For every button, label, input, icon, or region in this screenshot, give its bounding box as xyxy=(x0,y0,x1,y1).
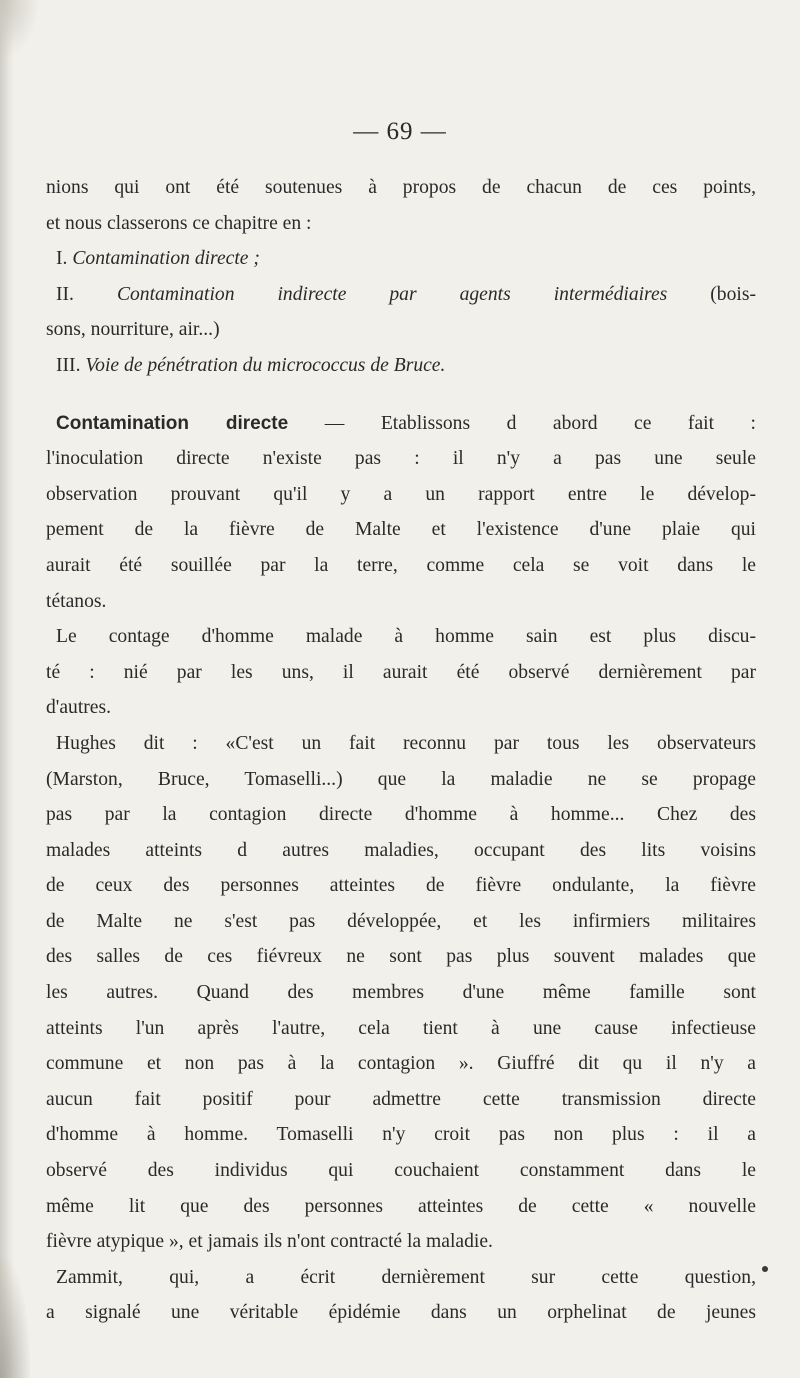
paragraph-line: (Marston, Bruce, Tomaselli...) que la maladie ne se propage xyxy=(46,768,756,790)
paragraph-line: Zammit, qui, a écrit dernièrement sur cette question, xyxy=(56,1266,756,1288)
outline-text: Contamination directe ; xyxy=(72,248,260,270)
section-heading-rest: — Etablissons d abord ce fait : xyxy=(288,412,756,434)
intro-line-1: nions qui ont été soutenues à propos de chacun de ces points, xyxy=(46,177,756,198)
paragraph-line: commune et non pas à la contagion ». Giuffré dit qu il n'y a xyxy=(46,1053,756,1075)
paragraph-line: malades atteints d autres maladies, occupant des lits voisins xyxy=(46,839,756,861)
paragraph-line: même lit que des personnes atteintes de cette « nouvelle xyxy=(46,1195,756,1217)
outline-item-1 xyxy=(46,241,756,277)
paragraph-line: aucun fait positif pour admettre cette transmission directe xyxy=(46,1088,756,1110)
paragraph-line: observation prouvant qu'il y a un rapport entre le dévelop- xyxy=(46,483,756,505)
paragraph-line: de Malte ne s'est pas développée, et les infirmiers militaires xyxy=(46,910,756,932)
page-edge-shadow xyxy=(0,0,14,1378)
paragraph-line: aurait été souillée par la terre, comme cela se voit dans le xyxy=(46,554,756,576)
outline-numeral: I. xyxy=(56,248,68,270)
outline-numeral: II. xyxy=(56,283,74,305)
paragraph-line: tétanos. xyxy=(46,590,107,612)
section-heading: Contamination directe xyxy=(56,412,289,434)
outline-text: Voie de pénétration du micrococcus de Bruce. xyxy=(85,354,446,376)
paragraph-line: Le contage d'homme malade à homme sain est plus discu- xyxy=(56,626,756,648)
intro-line-2: et nous classerons ce chapitre en : xyxy=(46,212,312,234)
outline-text: Contamination indirecte par agents intermédiaires xyxy=(116,283,668,305)
paragraph-line: l'inoculation directe n'existe pas : il n'y a pas une seule xyxy=(46,448,756,470)
paragraph-line: pas par la contagion directe d'homme à homme... Chez des xyxy=(46,804,756,826)
page-number: — 69 — xyxy=(353,118,447,145)
paragraph-line: de ceux des personnes atteintes de fièvre ondulante, la fièvre xyxy=(46,875,756,897)
section-heading-line xyxy=(46,406,756,442)
page-corner-stain xyxy=(0,0,40,60)
outline-extra: (bois- xyxy=(667,283,756,305)
paragraph-line: d'autres. xyxy=(46,697,112,719)
outline-item-2 xyxy=(46,277,756,313)
outline-numeral: III. xyxy=(56,354,81,376)
paragraph-line: des salles de ces fiévreux ne sont pas plus souvent malades que xyxy=(46,946,756,968)
paragraph-line: atteints l'un après l'autre, cela tient à une cause infectieuse xyxy=(46,1017,756,1039)
body-text xyxy=(46,170,756,1331)
paragraph-line: té : nié par les uns, il aurait été observé dernièrement par xyxy=(46,661,756,683)
outline-item-2-continued: sons, nourriture, air...) xyxy=(46,319,220,341)
paragraph-line: pement de la fièvre de Malte et l'existence d'une plaie qui xyxy=(46,519,756,541)
paragraph-line: Hughes dit : «C'est un fait reconnu par tous les observateurs xyxy=(56,732,756,754)
page-bottom-smudge xyxy=(0,1258,30,1378)
paragraph-line: a signalé une véritable épidémie dans un orphelinat de jeunes xyxy=(46,1302,756,1324)
ink-dot xyxy=(762,1266,768,1272)
outline-item-3 xyxy=(46,348,756,384)
paragraph-line: les autres. Quand des membres d'une même famille sont xyxy=(46,982,756,1004)
paragraph-line: d'homme à homme. Tomaselli n'y croit pas non plus : il a xyxy=(46,1124,756,1146)
section-gap xyxy=(46,384,756,406)
paragraph-line: fièvre atypique », et jamais ils n'ont contracté la maladie. xyxy=(46,1231,493,1253)
paragraph-line: observé des individus qui couchaient constamment dans le xyxy=(46,1160,756,1182)
